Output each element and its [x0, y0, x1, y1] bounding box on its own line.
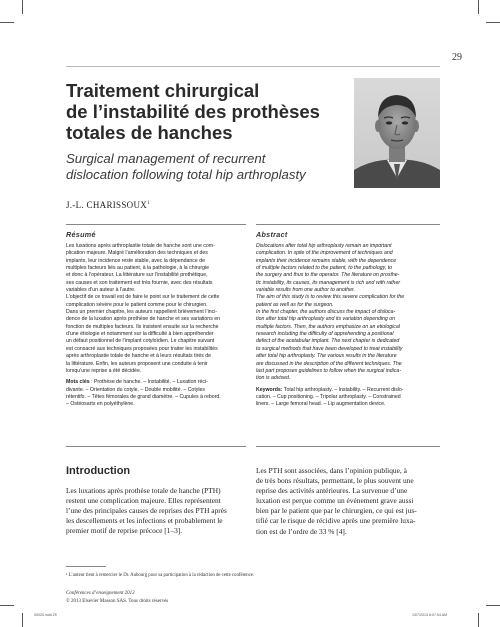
abstract-line: tion is advised. — [256, 375, 291, 382]
introduction-heading: Introduction — [66, 465, 131, 477]
intro-line: restent une complication majeure. Elles représentent — [66, 496, 221, 506]
abstract-line: complication. In spite of the improvement of techniques and — [256, 250, 393, 257]
resume-heading: Résumé — [66, 230, 96, 239]
print-slug-left: 00020.indd 29 — [34, 613, 57, 617]
resume-line: complication sévère pour le patient comme pour le chirurgien. — [66, 301, 208, 308]
author-footnote-mark: 1 — [147, 201, 150, 206]
abstract-line: variable results from one author to another. — [256, 287, 356, 294]
resume-line: et donc à l’opérateur. La littérature sur l’instabilité prothétique, — [66, 272, 208, 279]
abstract-heading: Abstract — [256, 230, 288, 239]
abstract-text — [256, 243, 442, 409]
resume-line: après arthroplastie totale de hanche et à leurs résultats tirés de — [66, 353, 212, 360]
article-subtitle — [66, 151, 436, 183]
abstract-line: implants their incidence remains stable, with the dependence — [256, 257, 397, 264]
abstract-line: to surgical methods that have been developed to treat instability — [256, 345, 403, 352]
intro-line: reprise des activités antérieures. La survenue d’une — [256, 486, 408, 496]
abstract-keywords-line: Keywords: Total hip arthroplasty. – Instability. – Recurrent dislo- — [256, 386, 404, 393]
header-rule — [66, 66, 440, 67]
intro-line: tion est de l’ordre de 33 % [4]. — [256, 526, 347, 536]
title-line: totales de hanches — [66, 122, 233, 143]
print-slug-right: 13/7/2013 8:07:04 AM — [412, 613, 448, 617]
intro-line: les descellements et les infections et probablement le — [66, 516, 223, 526]
author-line — [66, 200, 150, 210]
intro-line: Les luxations après prothèse totale de hanche (PTH) — [66, 486, 221, 495]
abstract-line: patient as well as for the surgeon. — [256, 301, 334, 308]
abstract-keywords-line: liners. – Large femoral head. – Lip augmentation device. — [256, 401, 386, 408]
title-line: Traitement chirurgical — [66, 80, 260, 101]
intro-line: tifié car le risque de récidive après une première luxa- — [256, 516, 416, 526]
resume-rule — [66, 224, 246, 225]
abstract-keywords-line: cation. – Cup positioning. – Tripolar arthroplasty. – Constrained — [256, 393, 401, 400]
resume-line: fonction de multiples facteurs. Ils insistent ensuite sur la recherche — [66, 323, 219, 330]
resume-keywords-line: – Ostéosarts en polyéthylène. — [66, 401, 135, 408]
abstract-line: In the first chapter, the authors discuss the impact of disloca- — [256, 309, 396, 316]
abstract-line: are discussed in the description of the different techniques. The — [256, 360, 402, 367]
copyright-line: © 2013 Elsevier Masson SAS. Tous droits réservés — [66, 599, 169, 604]
abstract-line: the surgery and thus to the operator. The literature on prosthe- — [256, 272, 400, 279]
resume-bottom-rule — [66, 446, 246, 447]
resume-line: Les luxations après arthroplastie totale de hanche sont une com- — [66, 243, 215, 249]
abstract-line: research including the difficulty of apprehending a positional — [256, 331, 394, 338]
intro-line: premier motif de reprise précoce [1–3]. — [66, 526, 183, 536]
intro-line: Les PTH sont associées, dans l’opinion publique, à — [256, 466, 407, 475]
footnote: ¹ L’auteur tient à remercier le Dr. Aubourg pour sa participation à la rédaction de cette conférence. — [66, 573, 255, 578]
subtitle-line: dislocation following total hip arthroplasty — [66, 167, 306, 182]
resume-line: ses causes et son traitement est très fournie, avec des résultats — [66, 279, 213, 286]
author-name: J.-L. CHARISSOUX — [66, 200, 148, 210]
abstract-line: The aim of this study is to review this severe complication for the — [256, 294, 405, 301]
intro-line: bien par le patient que par le chirurgien, ce qui est jus- — [256, 506, 417, 516]
abstract-line: defect of the acetabular implant. The next chapter is dedicated — [256, 338, 400, 345]
abstract-line: after total hip arthroplasty. The various results in the literature — [256, 353, 397, 360]
intro-line: de très bons résultats, permettant, le plus souvent une — [256, 476, 414, 486]
abstract-line: tion after total hip arthroplasty and its variation depending on — [256, 316, 395, 323]
resume-line: est consacré aux techniques proposées pour traiter les instabilités — [66, 345, 218, 352]
footnote-rule — [66, 566, 106, 567]
resume-line: la littérature. Enfin, les auteurs proposent une conduite à tenir — [66, 360, 208, 367]
subtitle-line: Surgical management of recurrent — [66, 151, 266, 166]
intro-line: luxation est perçue comme un événement grave aussi — [256, 496, 414, 506]
resume-line: dence de la luxation après prothèse de hanche et ses variations en — [66, 316, 220, 323]
resume-line: L’objectif de ce travail est de faire le point sur le traitement de cette — [66, 294, 220, 301]
introduction-left-text — [66, 486, 250, 536]
conference-label: Conférences d’enseignement 2013 — [66, 591, 135, 596]
article-title — [66, 80, 336, 143]
resume-line: plication majeure. Malgré l’amélioration des techniques et des — [66, 250, 208, 257]
abstract-line: multiple factors. Then, the authors emphasize on an etiological — [256, 323, 400, 330]
resume-keywords-line: rétentifs. – Têtes fémorales de grand diamètre. – Cupules à rebord. — [66, 393, 221, 400]
abstract-line: of multiple factors related to the patient, to the pathology, to — [256, 265, 393, 272]
resume-line: variables d’un auteur à l’autre. — [66, 287, 136, 294]
resume-line: implants, leur incidence reste stable, avec la dépendance de — [66, 257, 205, 264]
abstract-rule — [256, 224, 440, 225]
resume-line: multiples facteurs liés au patient, à la pathologie, à la chirurgie — [66, 265, 210, 272]
intro-line: l’une des principales causes de reprises des PTH après — [66, 506, 227, 516]
resume-line: d’une étiologie et notamment sur la difficulté à bien appréhender — [66, 331, 214, 338]
resume-keywords-line: divante. – Orientation du cotyle. – Double mobilité. – Cotyles — [66, 386, 205, 393]
resume-text — [66, 243, 250, 409]
abstract-line: Dislocations after total hip arthroplasty remain an important — [256, 243, 392, 249]
resume-keywords-line: Mots clés : Prothèse de hanche. – Instabilité. – Luxation réci- — [66, 379, 208, 386]
resume-line: un défaut positionnel de l’implant cotyloïdien. Le chapitre suivant — [66, 338, 215, 345]
title-line: de l’instabilité des prothèses — [66, 101, 320, 122]
abstract-bottom-rule — [256, 446, 440, 447]
abstract-line: tic instability, its causes, its management is rich and with rather — [256, 279, 401, 286]
resume-line: Dans un premier chapitre, les auteurs rappellent brièvement l’inci- — [66, 309, 218, 316]
resume-line: lorsqu’une reprise a été décidée. — [66, 367, 142, 374]
introduction-right-text — [256, 466, 442, 537]
abstract-line: last part proposes guidelines to follow when the surgical indica- — [256, 367, 402, 374]
page-number: 29 — [452, 52, 462, 63]
